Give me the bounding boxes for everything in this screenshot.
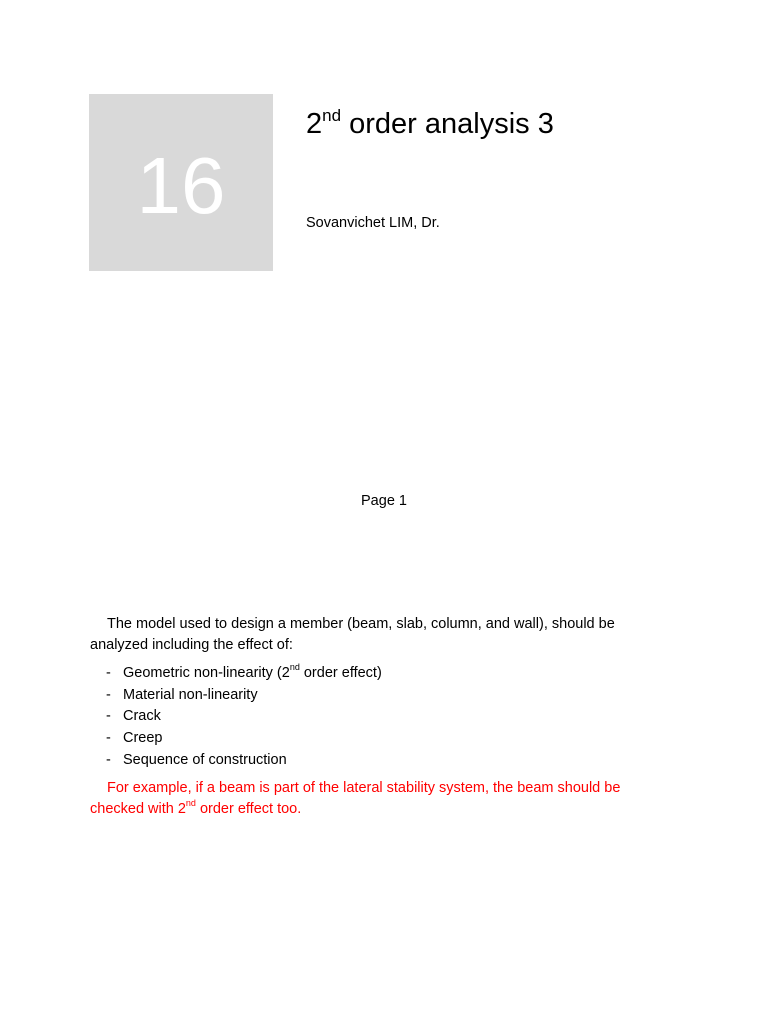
list-marker: - bbox=[106, 686, 111, 703]
list-item-superscript: nd bbox=[289, 662, 300, 672]
example-text: For example, if a beam is part of the lateral stability system, the beam should be checked with 2 bbox=[90, 779, 621, 817]
list-marker: - bbox=[106, 665, 111, 681]
author-name: Sovanvichet LIM, Dr. bbox=[306, 215, 440, 231]
list-item-text: Sequence of construction bbox=[123, 751, 287, 768]
list-marker: - bbox=[106, 708, 111, 725]
list-item bbox=[90, 663, 660, 685]
chapter-number: 16 bbox=[136, 140, 226, 230]
list-item bbox=[90, 728, 660, 750]
page-number: Page 1 bbox=[361, 493, 407, 509]
example-text-after: order effect too. bbox=[195, 800, 302, 817]
example-superscript: nd bbox=[185, 797, 196, 808]
list-marker: - bbox=[106, 751, 111, 768]
list-item-text: Crack bbox=[123, 708, 161, 725]
effects-list bbox=[90, 663, 660, 772]
intro-paragraph: The model used to design a member (beam, slab, column, and wall), should be analyzed including the effect of: bbox=[90, 616, 615, 653]
title-lead: 2 bbox=[306, 108, 323, 140]
example-paragraph bbox=[90, 778, 660, 820]
list-item bbox=[90, 750, 660, 772]
list-item-text: Creep bbox=[123, 730, 163, 747]
list-item bbox=[90, 706, 660, 728]
title-rest: order analysis 3 bbox=[341, 108, 554, 140]
list-item bbox=[90, 685, 660, 707]
list-marker: - bbox=[106, 730, 111, 747]
list-item-text: Geometric non-linearity (2 bbox=[123, 665, 290, 681]
list-item-text-after: order effect) bbox=[299, 665, 382, 681]
list-item-text: Material non-linearity bbox=[123, 686, 258, 703]
chapter-number-box bbox=[89, 94, 273, 271]
title-superscript: nd bbox=[322, 106, 342, 125]
body-text bbox=[90, 614, 660, 820]
document-title bbox=[306, 104, 554, 144]
